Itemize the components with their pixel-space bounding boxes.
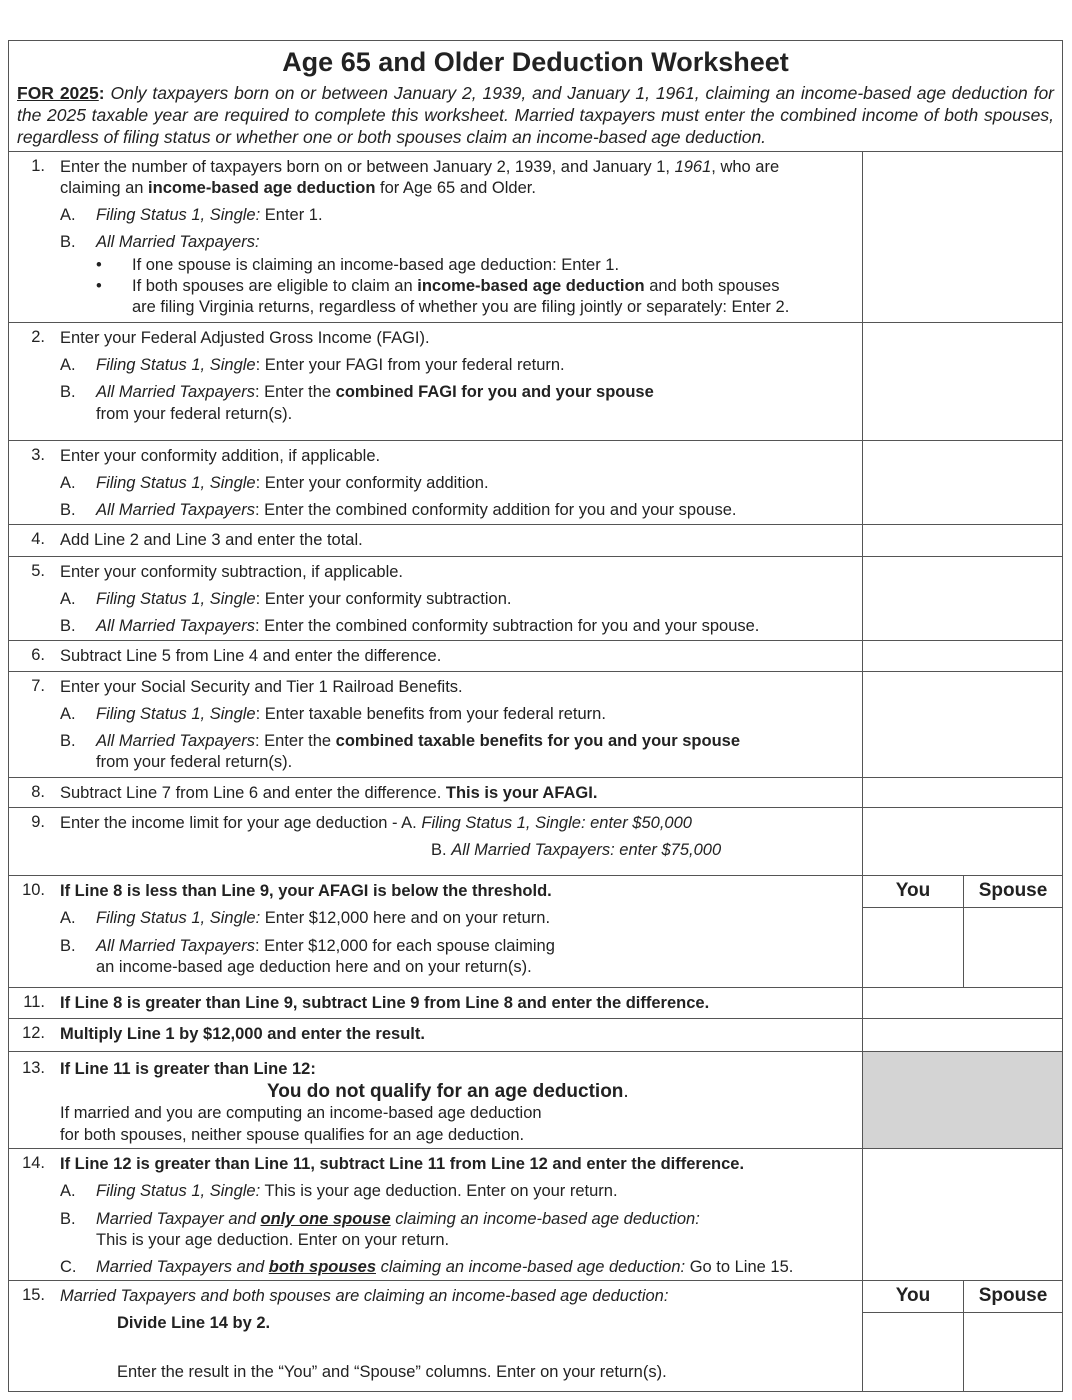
- line-10a-ital: Filing Status 1, Single:: [96, 909, 261, 927]
- line-14-text: If Line 12 is greater than Line 11, subtract Line 11 from Line 12 and enter the difference.: [60, 1155, 745, 1173]
- line-10-you-entry[interactable]: [863, 908, 963, 988]
- line-6-row: [9, 640, 1062, 671]
- col-you-label: You: [895, 1285, 931, 1306]
- line-1-text-end: , who are: [711, 158, 780, 176]
- line-3-text: Enter your conformity addition, if applicable.: [60, 447, 381, 465]
- line-14c-val: Go to Line 15.: [685, 1258, 794, 1276]
- line-5-text: Enter your conformity subtraction, if applicable.: [60, 563, 403, 581]
- line-14c-under: both spouses: [268, 1258, 376, 1276]
- line-15-instruction: Enter the result in the “You” and “Spouse” columns. Enter on your return(s).: [117, 1363, 667, 1381]
- line-6-entry[interactable]: [862, 641, 1062, 671]
- line-14b-cont: This is your age deduction. Enter on your return.: [96, 1231, 450, 1249]
- line-12-entry[interactable]: [862, 1019, 1062, 1051]
- line-15-spouse-entry[interactable]: [964, 1313, 1062, 1392]
- line-13-married-note-2: for both spouses, neither spouse qualifies for an age deduction.: [60, 1126, 525, 1144]
- line-10b-letter: B.: [60, 937, 76, 955]
- line-1-text: [60, 157, 779, 178]
- line-10b-cont: an income-based age deduction here and on your return(s).: [96, 958, 532, 976]
- line-2a-val: : Enter your FAGI from your federal return.: [255, 356, 565, 374]
- line-14a-val: This is your age deduction. Enter on your return.: [260, 1182, 618, 1200]
- line-number: 14.: [22, 1154, 45, 1172]
- line-9-row: [9, 807, 1062, 875]
- line-1a-letter: A.: [60, 206, 76, 224]
- line-1-b1-end: for Age 65 and Older.: [375, 179, 536, 197]
- line-14-row: [9, 1148, 1062, 1280]
- line-3b-letter: B.: [60, 501, 76, 519]
- line-1b-bullet-2: [132, 276, 779, 297]
- line-5-row: [9, 556, 1062, 640]
- line-14a-text: [96, 1181, 618, 1202]
- line-number: 13.: [22, 1059, 45, 1077]
- line-5a-text: [96, 589, 511, 610]
- line-10-row: [9, 875, 1062, 987]
- line-1b-text: [96, 232, 260, 253]
- line-14b-under: only one spouse: [260, 1210, 391, 1228]
- line-5b-val: : Enter the combined conformity subtraction for you and your spouse.: [254, 617, 760, 635]
- line-1-text-a: Enter the number of taxpayers born on or between January 2, 1939, and January 1,: [60, 158, 675, 176]
- line-13-text: If Line 11 is greater than Line 12:: [60, 1060, 316, 1078]
- line-1-entry[interactable]: [862, 152, 1062, 322]
- line-2-row: [9, 322, 1062, 440]
- line-number: 9.: [31, 813, 45, 831]
- bullet-icon: •: [96, 256, 102, 274]
- line-1-year: 1961: [674, 158, 712, 176]
- line-13-no-qualify: [267, 1080, 629, 1103]
- line-9-text: [60, 813, 692, 834]
- line-12-row: [9, 1018, 1062, 1051]
- line-7a-letter: A.: [60, 705, 76, 723]
- bul2-a: If both spouses are eligible to claim an: [132, 277, 418, 295]
- line-2-text: Enter your Federal Adjusted Gross Income (FAGI).: [60, 329, 430, 347]
- intro-paragraph: [9, 78, 1062, 148]
- no-qualify-bold: You do not qualify for an age deduction: [267, 1081, 624, 1102]
- line-7a-text: [96, 704, 606, 725]
- line-2a-ital: Filing Status 1, Single: [96, 356, 256, 374]
- line-7-entry[interactable]: [862, 672, 1062, 777]
- line-2b-ital: All Married Taxpayers: [96, 383, 255, 401]
- line-number: 7.: [31, 677, 45, 695]
- col-you-label: You: [895, 880, 931, 901]
- bullet-icon: •: [96, 277, 102, 295]
- line-number: 12.: [22, 1024, 45, 1042]
- line-3a-ital: Filing Status 1, Single: [96, 474, 256, 492]
- bul2-b: income-based age deduction: [417, 277, 645, 295]
- line-8-row: [9, 777, 1062, 807]
- line-5-entry[interactable]: [862, 557, 1062, 640]
- line-14a-letter: A.: [60, 1182, 76, 1200]
- line-3b-text: [96, 500, 736, 521]
- line-1-text-2: [60, 178, 536, 199]
- line-14c-letter: C.: [60, 1258, 77, 1276]
- line-7a-ital: Filing Status 1, Single: [96, 705, 256, 723]
- line-14b-ital2: claiming an income-based age deduction:: [390, 1210, 700, 1228]
- line-number: 1.: [31, 157, 45, 175]
- col-spouse-label: Spouse: [978, 1285, 1048, 1306]
- line-3-row: [9, 440, 1062, 524]
- line-15-you-entry[interactable]: [863, 1313, 963, 1392]
- line-3a-val: : Enter your conformity addition.: [255, 474, 489, 492]
- intro-lead: FOR 2025: [17, 83, 99, 103]
- line-3a-text: [96, 473, 489, 494]
- line-5b-text: [96, 616, 759, 637]
- line-number: 11.: [23, 993, 45, 1011]
- line-7b-text: [96, 731, 740, 752]
- line-7b-cont: from your federal return(s).: [96, 753, 293, 771]
- line-5a-letter: A.: [60, 590, 76, 608]
- line-1-row: [9, 151, 1062, 322]
- bul2-c: and both spouses: [644, 277, 780, 295]
- line-number: 6.: [31, 646, 45, 664]
- line-9a-ital: Filing Status 1, Single: enter $50,000: [421, 814, 692, 832]
- line-11-text: If Line 8 is greater than Line 9, subtract Line 9 from Line 8 and enter the difference.: [60, 994, 710, 1012]
- line-number: 3.: [31, 446, 45, 464]
- line-13-married-note-1: If married and you are computing an income-based age deduction: [60, 1104, 542, 1122]
- line-15-columns: [862, 1281, 1062, 1391]
- line-9b-text: [431, 840, 721, 861]
- line-2b-val: : Enter the: [254, 383, 336, 401]
- line-14c-ital2: claiming an income-based age deduction:: [376, 1258, 686, 1276]
- line-8-val: Subtract Line 7 from Line 6 and enter the difference.: [60, 784, 446, 802]
- line-1-b1: claiming an: [60, 179, 149, 197]
- line-number: 2.: [31, 328, 45, 346]
- line-14a-ital: Filing Status 1, Single:: [96, 1182, 261, 1200]
- line-10b-text: [96, 936, 555, 957]
- line-2b-bold: combined FAGI for you and your spouse: [335, 383, 654, 401]
- line-5a-ital: Filing Status 1, Single: [96, 590, 256, 608]
- intro-colon: :: [98, 83, 105, 103]
- line-7a-val: : Enter taxable benefits from your federal return.: [255, 705, 606, 723]
- line-number: 5.: [31, 562, 45, 580]
- line-number: 10.: [22, 881, 45, 899]
- line-14-entry[interactable]: [862, 1149, 1062, 1280]
- line-14b-ital1: Married Taxpayer and: [96, 1210, 261, 1228]
- line-14c-ital1: Married Taxpayers and: [96, 1258, 269, 1276]
- line-10-spouse-entry[interactable]: [964, 908, 1062, 988]
- line-7b-val: : Enter the: [254, 732, 336, 750]
- line-number: 8.: [31, 783, 45, 801]
- line-2b-cont: from your federal return(s).: [96, 405, 293, 423]
- line-11-entry[interactable]: [862, 988, 1062, 1018]
- intro-text: Only taxpayers born on or between January 2, 1939, and January 1, 1961, claiming an income-based age deduction for the 2025 taxable year are required to complete this worksheet. Married taxpayers must enter the combined income of both spouses, regardless of filing status or whether one or both spouses claim an income-based age deduction.: [17, 83, 1055, 147]
- line-7b-bold: combined taxable benefits for you and your spouse: [335, 732, 740, 750]
- line-13-shaded-cell: [862, 1052, 1062, 1148]
- line-2a-text: [96, 355, 565, 376]
- line-3a-letter: A.: [60, 474, 76, 492]
- line-5a-val: : Enter your conformity subtraction.: [255, 590, 512, 608]
- line-2-entry[interactable]: [862, 323, 1062, 440]
- line-8-bold: This is your AFAGI.: [445, 784, 598, 802]
- line-5b-ital: All Married Taxpayers: [96, 617, 255, 635]
- line-15-row: [9, 1280, 1062, 1391]
- line-6-text: Subtract Line 5 from Line 4 and enter the difference.: [60, 647, 442, 665]
- line-15-text: Married Taxpayers and both spouses are claiming an income-based age deduction:: [60, 1287, 669, 1305]
- line-10a-letter: A.: [60, 909, 76, 927]
- line-1a-text: [96, 205, 323, 226]
- line-2b-letter: B.: [60, 383, 76, 401]
- line-7b-ital: All Married Taxpayers: [96, 732, 255, 750]
- no-qualify-period: .: [623, 1081, 629, 1102]
- line-10a-text: [96, 908, 550, 929]
- line-4-text: Add Line 2 and Line 3 and enter the total.: [60, 531, 363, 549]
- line-12-text: Multiply Line 1 by $12,000 and enter the result.: [60, 1025, 425, 1043]
- line-13-row: [9, 1051, 1062, 1148]
- worksheet-title: Age 65 and Older Deduction Worksheet: [282, 47, 789, 77]
- line-4-row: [9, 524, 1062, 556]
- line-15-divide: Divide Line 14 by 2.: [117, 1314, 271, 1332]
- line-1-b1-bold: income-based age deduction: [148, 179, 376, 197]
- line-number: 4.: [31, 530, 45, 548]
- line-14c-text: [96, 1257, 793, 1278]
- col-spouse-label: Spouse: [978, 880, 1048, 901]
- line-14b-letter: B.: [60, 1210, 76, 1228]
- line-2b-text: [96, 382, 654, 403]
- line-1b-bullet-1: If one spouse is claiming an income-based age deduction: Enter 1.: [132, 256, 620, 274]
- line-10-columns: [862, 876, 1062, 987]
- line-8-text: [60, 783, 597, 804]
- line-14b-text: [96, 1209, 700, 1230]
- line-10-text: If Line 8 is less than Line 9, your AFAGI is below the threshold.: [60, 882, 552, 900]
- worksheet: [8, 40, 1063, 1392]
- line-9-entry[interactable]: [862, 808, 1062, 875]
- line-4-entry[interactable]: [862, 525, 1062, 556]
- line-1a-ital: Filing Status 1, Single:: [96, 206, 261, 224]
- line-number: 15.: [22, 1286, 45, 1304]
- line-10a-val: Enter $12,000 here and on your return.: [260, 909, 551, 927]
- line-7b-letter: B.: [60, 732, 76, 750]
- line-9b-ital: All Married Taxpayers: enter $75,000: [451, 841, 722, 859]
- line-3-entry[interactable]: [862, 441, 1062, 524]
- line-8-entry[interactable]: [862, 778, 1062, 807]
- line-9-val: Enter the income limit for your age deduction - A.: [60, 814, 422, 832]
- line-7-row: [9, 671, 1062, 777]
- line-3b-val: : Enter the combined conformity addition for you and your spouse.: [254, 501, 737, 519]
- line-10b-ital: All Married Taxpayers: [96, 937, 255, 955]
- line-1b-letter: B.: [60, 233, 76, 251]
- line-3b-ital: All Married Taxpayers: [96, 501, 255, 519]
- line-1a-val: Enter 1.: [260, 206, 323, 224]
- line-7-text: Enter your Social Security and Tier 1 Railroad Benefits.: [60, 678, 463, 696]
- line-1b-ital: All Married Taxpayers:: [96, 233, 260, 251]
- line-11-row: [9, 987, 1062, 1018]
- line-1b-bullet-2-cont: are filing Virginia returns, regardless of whether you are filing jointly or separately: Enter 2.: [132, 298, 790, 316]
- line-2a-letter: A.: [60, 356, 76, 374]
- line-10b-val: : Enter $12,000 for each spouse claiming: [254, 937, 555, 955]
- line-5b-letter: B.: [60, 617, 76, 635]
- line-9b-letter: B.: [431, 841, 452, 859]
